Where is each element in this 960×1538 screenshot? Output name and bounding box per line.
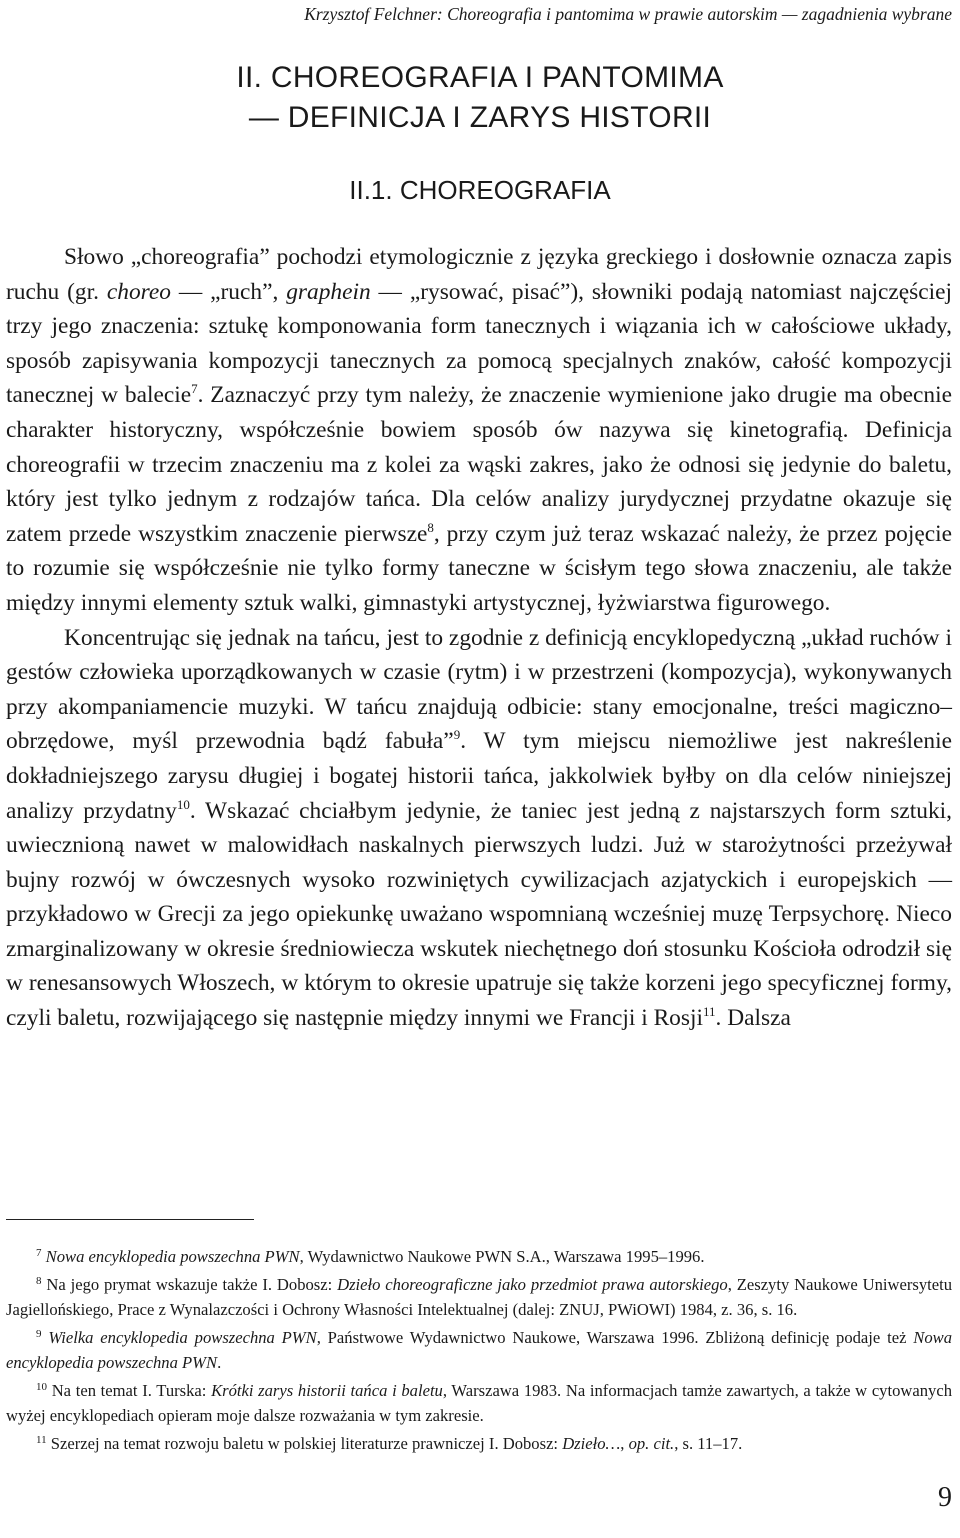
running-header: Krzysztof Felchner: Choreografia i pantomima w prawie autorskim — zagadnienia wybrane [304,4,952,24]
text-run: . Zaznaczyć przy tym należy, że znaczenie wymienione jako drugie ma obecnie charakter historyczny, współcześnie bowiem sposób ów nazywa się kinetografią. Definicja choreografii w trzecim znaczeniu ma z kolei za wąski zakres, jako że odnosi się jedynie do baletu, który jest tylko jednym z rodzajów tańca. Dla celów analizy jurydycznej przydatne okazuje się zatem przede wszystkim znaczenie pierwsze [6,382,952,547]
text-run: . Wskazać chciałbym jedynie, że taniec jest jedną z najstarszych form sztuki, uwiecznioną nawet w malowidłach naskalnych pierwszych ludzi. Już w starożytności przeżywał bujny rozwój w ówczesnych wysoko rozwiniętych cywilizacjach azjatyckich i europejskich — przykładowo w Grecji za jego opiekunkę uważano wspomnianą wcześniej muzę Terpsychorę. Nieco zmarginalizowany w okresie średniowiecza wskutek niechętnego doń stosunku Kościoła odrodził się w renesansowych Włoszech, w którym to okresie upatruje się także korzeni jego specyficznej formy, czyli baletu, rozwijającego się następnie między innymi we Francji i Rosji [6,797,952,1032]
text-run: , Warszawa 1983. Na informacjach tamże zawartych, a także w cytowanych wyżej encyklopediach opieram moje dalsze rozważania w tym zakresie. [6,1381,952,1425]
text-run: Na jego prymat wskazuje także I. Dobosz: [46,1275,338,1294]
text-run: , Zeszyty Naukowe Uniwersytetu Jagiellońskiego, Prace z Wynalazczości i Ochrony Własności Intelektualnej (dalej: ZNUJ, PWiOWI) 1984, z. 36, s. 16. [6,1275,952,1319]
text-run: Na ten temat I. Turska: [51,1381,212,1400]
footnote-ref-7[interactable]: 7 [191,381,198,397]
footnote-number: 9 [36,1328,42,1340]
footnote-ref-9[interactable]: 9 [453,727,461,743]
italic-term: Wielka encyklopedia powszechna PWN [48,1328,317,1347]
footnote-7 [6,1244,952,1269]
footnote-ref-10[interactable]: 10 [176,796,190,812]
body-text [6,240,952,1036]
text-run: Koncentrując się jednak na tańcu, jest to zgodnie z definicją encyklopedyczną „układ ruchów i gestów człowieka uporządkowanych w czasie (rytm) i w przestrzeni (kompozycja), wykonywanych przy akompaniamencie muzyki. W tańcu znajdują odbicie: stany emocjonalne, treści magiczno–obrzędowe, myśl przewodnia bądź fabuła” [6,624,952,755]
footnote-number: 7 [36,1247,42,1259]
footnote-ref-11[interactable]: 11 [702,1004,716,1020]
page-number: 9 [938,1482,952,1513]
footnote-8 [6,1272,952,1322]
text-run: , [620,1434,629,1453]
footnote-ref-8[interactable]: 8 [427,519,434,535]
italic-term: Nowa encyklopedia powszechna PWN [6,1328,952,1372]
footnote-number: 11 [36,1434,47,1446]
text-run: Szerzej na temat rozwoju baletu w polskiej literaturze prawniczej I. Dobosz: [50,1434,563,1453]
text-run: , Państwowe Wydawnictwo Naukowe, Warszawa 1996. Zbliżoną definicję podaje też [316,1328,914,1347]
footnote-number: 8 [36,1275,42,1287]
section-title: II.1. CHOREOGRAFIA [349,175,611,205]
italic-term: graphein [286,278,371,305]
footnote-9 [6,1325,952,1375]
paragraph-1 [6,240,952,621]
text-run: , s. 11–17. [674,1434,743,1453]
text-run: — „rysować, pisać”), słowniki podają natomiast najczęściej trzy jego znaczenia: sztukę komponowania form tanecznych i wiązania ich w całościowe układy, sposób zapisywania kompozycji tanecznych za pomocą specjalnych znaków, całość kompozycji tanecznej w balecie [6,278,952,409]
text-run: . Dalsza [715,1005,791,1032]
footnote-divider [6,1219,254,1220]
italic-term: Nowa encyklopedia powszechna PWN [45,1247,300,1266]
italic-term: op. cit. [628,1434,675,1453]
chapter-title [0,58,960,138]
italic-term: Krótki zarys historii tańca i baletu [211,1381,443,1400]
italic-term: choreo [106,278,171,305]
paragraph-2 [6,621,952,1036]
text-run: Słowo „choreografia” pochodzi etymologicznie z języka greckiego i dosłownie oznacza zapis ruchu (gr. [6,244,952,305]
footnote-10 [6,1378,952,1428]
text-run: — „ruch”, [170,278,287,305]
text-run: . W tym miejscu niemożliwe jest nakreślenie dokładniejszego zarysu długiej i bogatej historii tańca, jakkolwiek byłby on dla celów niniejszej analizy przydatny [6,728,952,824]
chapter-title-line-2: — DEFINICJA I ZARYS HISTORII [248,101,712,134]
chapter-title-line-1: II. CHOREOGRAFIA I PANTOMIMA [236,61,724,94]
text-run: , Wydawnictwo Naukowe PWN S.A., Warszawa 1995–1996. [299,1247,705,1266]
text-run: , przy czym już teraz wskazać należy, że przez pojęcie to rozumie się współcześnie nie tylko formy taneczne w ścisłym tego słowa znaczeniu, ale także między innymi elementy sztuk walki, gimnastyki artystycznej, łyżwiarstwa figurowego. [6,520,952,616]
italic-term: Dzieło choreograficzne jako przedmiot prawa autorskiego [337,1275,728,1294]
footnote-11 [6,1431,952,1456]
text-run: . [217,1353,222,1372]
footnotes [6,1244,952,1459]
italic-term: Dzieło… [562,1434,621,1453]
footnote-number: 10 [36,1381,47,1393]
